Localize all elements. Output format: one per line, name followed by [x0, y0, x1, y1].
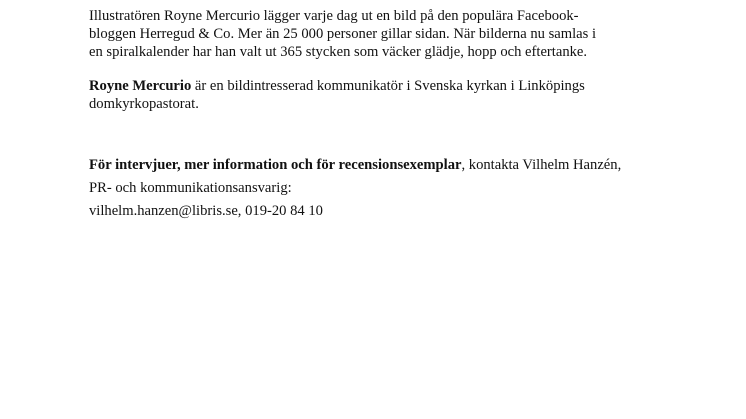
contact-paragraph [89, 154, 689, 223]
author-paragraph [89, 77, 689, 113]
contact-role: PR- och kommunikationsansvarig: [89, 180, 292, 196]
intro-line-2: bloggen Herregud & Co. Mer än 25 000 personer gillar sidan. När bilderna nu samlas i [89, 26, 597, 42]
intro-line-1: Illustratören Royne Mercurio lägger varje dag ut en bild på den populära Facebook- [89, 8, 579, 24]
contact-line-1 [89, 154, 689, 177]
contact-email-phone: vilhelm.hanzen@libris.se, 019-20 84 10 [89, 203, 323, 219]
contact-name: , kontakta Vilhelm Hanzén, [461, 157, 622, 173]
author-line-1 [89, 77, 689, 95]
intro-paragraph [89, 7, 689, 61]
contact-lead: För intervjuer, mer information och för recensionsexemplar [89, 157, 462, 173]
author-line-2: domkyrkopastorat. [89, 96, 199, 112]
author-description: är en bildintresserad kommunikatör i Svenska kyrkan i Linköpings [191, 78, 585, 94]
author-name: Royne Mercurio [89, 78, 192, 94]
intro-line-3: en spiralkalender har han valt ut 365 stycken som väcker glädje, hopp och eftertanke. [89, 44, 588, 60]
